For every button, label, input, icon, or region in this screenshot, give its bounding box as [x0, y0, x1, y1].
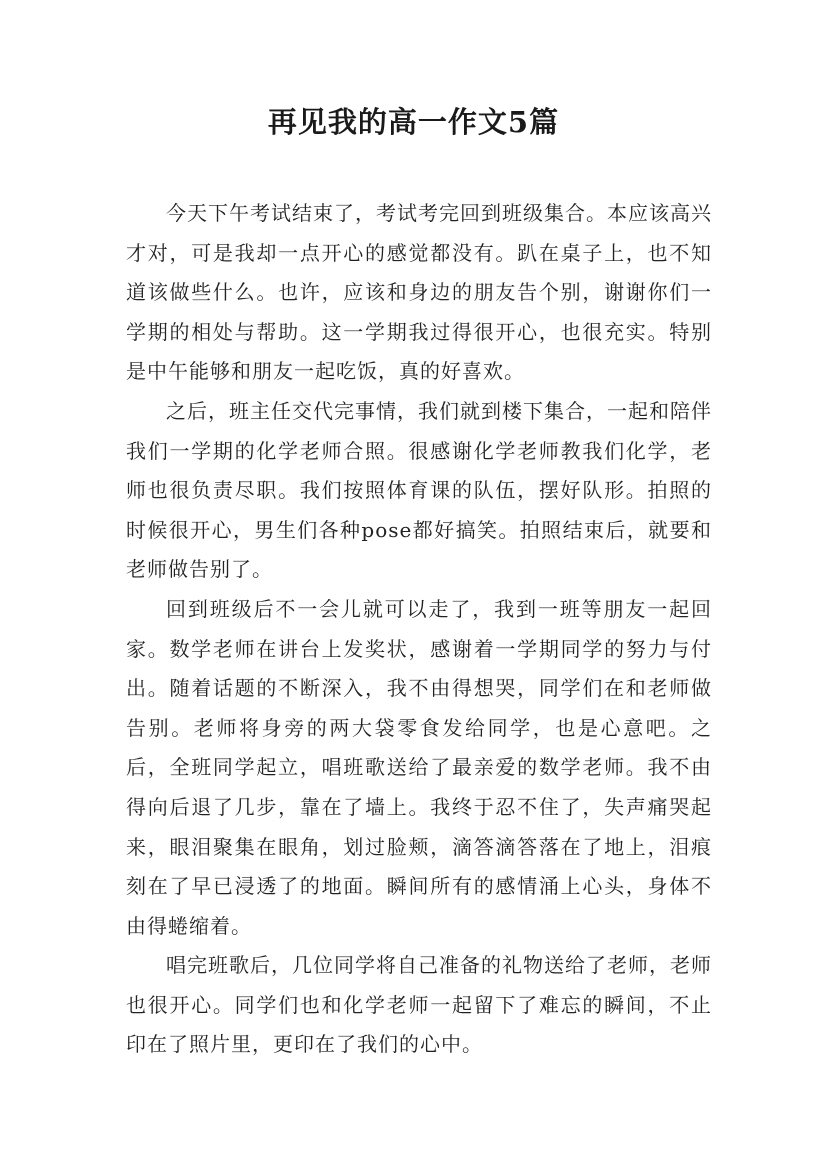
paragraph-3: 回到班级后不一会儿就可以走了，我到一班等朋友一起回家。数学老师在讲台上发奖状，感谢着一学期同学的努力与付出。随着话题的不断深入，我不由得想哭，同学们在和老师做告别。老师将身旁的两大袋零食发给同学，也是心意吧。之后，全班同学起立，唱班歌送给了最亲爱的数学老师。我不由得向后退了几步，靠在了墙上。我终于忍不住了，失声痛哭起来，眼泪聚集在眼角，划过脸颊，滴答滴答落在了地上，泪痕刻在了早已浸透了的地面。瞬间所有的感情涌上心头，身体不由得蜷缩着。 — [126, 596, 712, 938]
paragraph-2: 之后，班主任交代完事情，我们就到楼下集合，一起和陪伴我们一学期的化学老师合照。很感谢化学老师教我们化学，老师也很负责尽职。我们按照体育课的队伍，摆好队形。拍照的时候很开心，男生们各种pose都好搞笑。拍照结束后，就要和老师做告别了。 — [126, 398, 712, 582]
document-body — [126, 194, 712, 1065]
document-title: 再见我的高一作文5篇 — [267, 105, 560, 139]
paragraph-4: 唱完班歌后，几位同学将自己准备的礼物送给了老师，老师也很开心。同学们也和化学老师一起留下了难忘的瞬间，不止印在了照片里，更印在了我们的心中。 — [126, 953, 712, 1057]
paragraph-1: 今天下午考试结束了，考试考完回到班级集合。本应该高兴才对，可是我却一点开心的感觉都没有。趴在桌子上，也不知道该做些什么。也许，应该和身边的朋友告个别，谢谢你们一学期的相处与帮助。这一学期我过得很开心，也很充实。特别是中午能够和朋友一起吃饭，真的好喜欢。 — [126, 201, 712, 384]
